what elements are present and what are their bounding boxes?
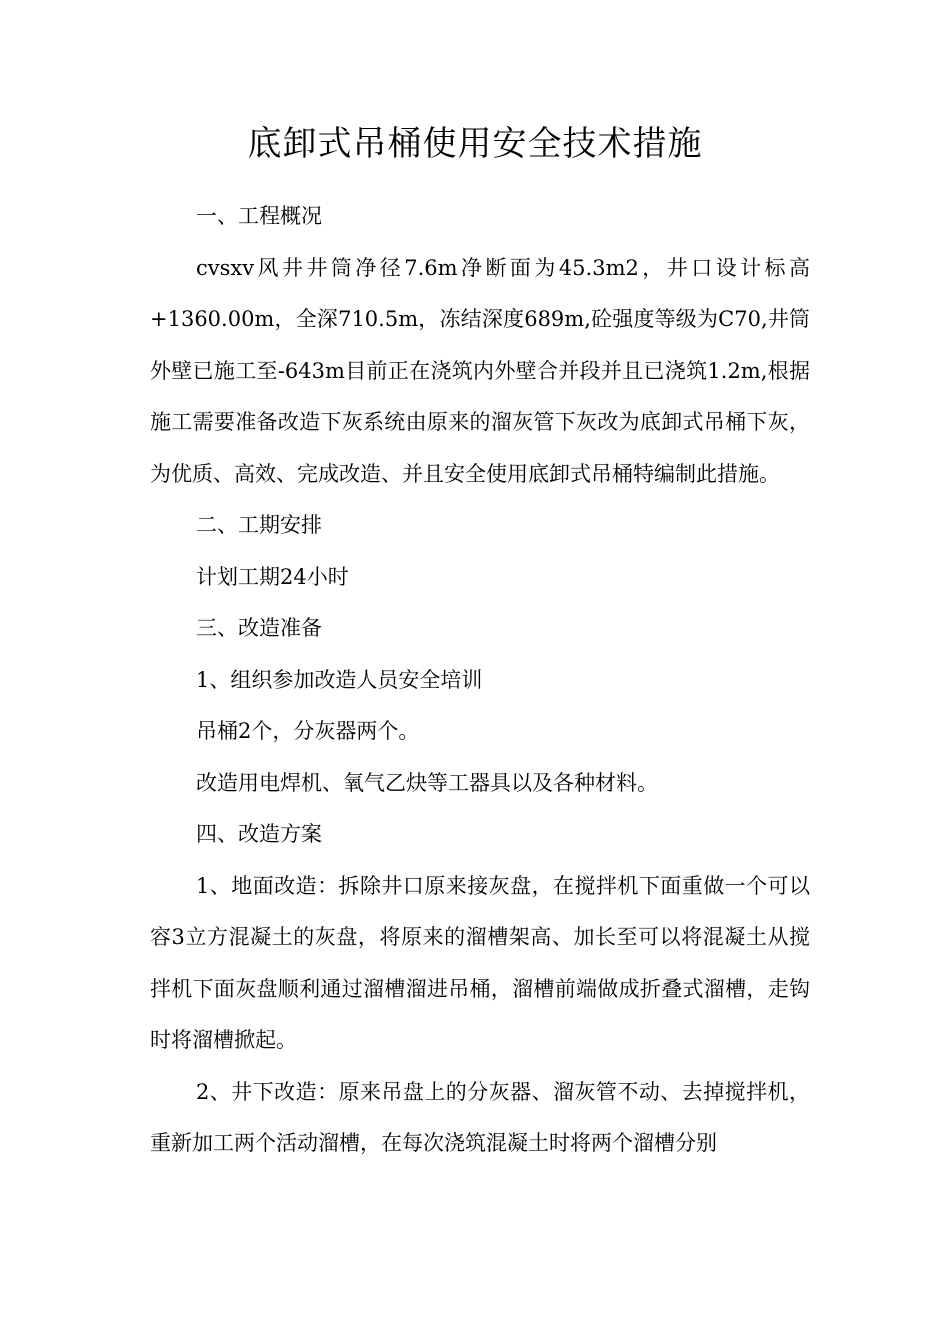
document-body	[150, 191, 810, 1170]
section-heading-overview: 一、工程概况	[196, 204, 322, 228]
section-heading-plan: 四、改造方案	[196, 822, 322, 846]
paragraph-underground-modification: 2、井下改造：原来吊盘上的分灰器、溜灰管不动、去掉搅拌机，重新加工两个活动溜槽，在每次浇筑混凝土时将两个溜槽分别	[150, 1079, 810, 1155]
paragraph-ground-modification: 1、地面改造：拆除井口原来接灰盘，在搅拌机下面重做一个可以容3立方混凝土的灰盘，将原来的溜槽架高、加长至可以将混凝土从搅拌机下面灰盘顺利通过溜槽溜进吊桶，溜槽前端做成折叠式溜槽，走钩时将溜槽掀起。	[150, 873, 810, 1052]
section-heading-preparation: 三、改造准备	[196, 616, 322, 640]
paragraph-schedule: 计划工期24小时	[196, 564, 349, 589]
paragraph-tools: 改造用电焊机、氧气乙炔等工器具以及各种材料。	[196, 770, 658, 795]
paragraph-overview: cvsxv风井井筒净径7.6m净断面为45.3m2，井口设计标高+1360.00m，全深710.5m，冻结深度689m,砼强度等级为C70,井筒外壁已施工至-643m目前正在浇筑内外壁合并段并且已浇筑1.2m,根据施工需要准备改造下灰系统由原来的溜灰管下灰改为底卸式吊桶下灰，为优质、高效、完成改造、并且安全使用底卸式吊桶特编制此措施。	[150, 255, 810, 486]
document-title: 底卸式吊桶使用安全技术措施	[247, 124, 703, 164]
section-heading-schedule: 二、工期安排	[196, 513, 322, 537]
paragraph-equipment: 吊桶2个，分灰器两个。	[196, 719, 420, 743]
paragraph-training: 1、组织参加改造人员安全培训	[196, 667, 483, 692]
